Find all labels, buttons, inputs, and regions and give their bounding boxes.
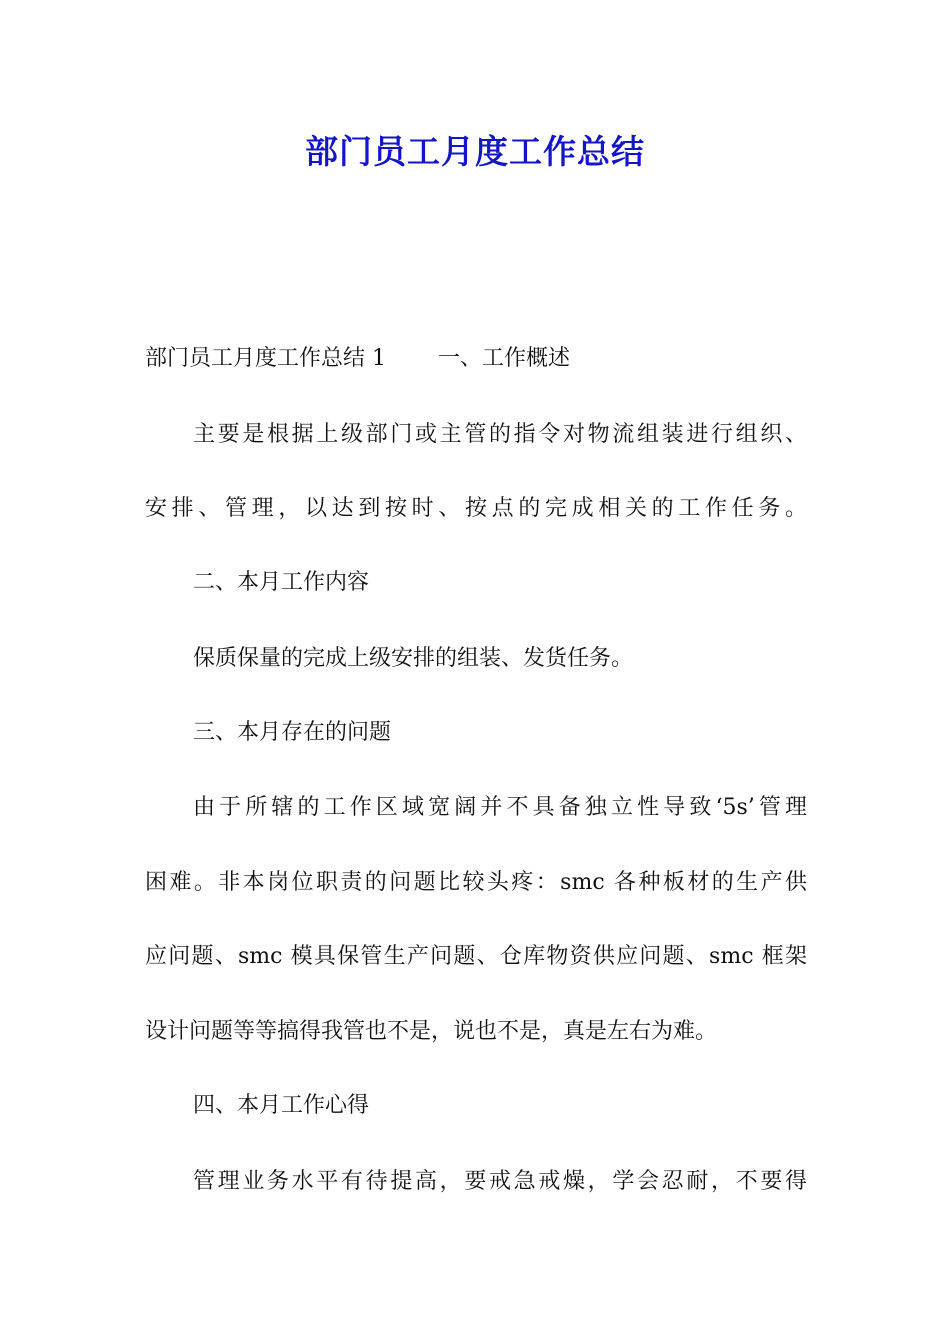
first-line xyxy=(145,343,570,375)
document-title: 部门员工月度工作总结 xyxy=(305,132,645,171)
paragraph-line: 主要是根据上级部门或主管的指令对物流组装进行组织、 xyxy=(193,422,807,447)
paragraph-line: 应问题、smc 模具保管生产问题、仓库物资供应问题、smc 框架 xyxy=(145,944,807,969)
paragraph-line: 安排、管理，以达到按时、按点的完成相关的工作任务。 xyxy=(145,496,807,521)
article-heading: 部门员工月度工作总结 1 xyxy=(145,346,386,371)
paragraph-line: 困难。非本岗位职责的问题比较头疼：smc 各种板材的生产供 xyxy=(145,870,807,895)
section-heading-3: 三、本月存在的问题 xyxy=(193,720,392,745)
section-heading-4: 四、本月工作心得 xyxy=(193,1093,370,1118)
paragraph-line: 设计问题等等搞得我管也不是，说也不是，真是左右为难。 xyxy=(145,1019,718,1044)
paragraph-line: 由于所辖的工作区域宽阔并不具备独立性导致‘5s’管理 xyxy=(193,795,807,820)
section-heading-1: 一、工作概述 xyxy=(438,346,571,371)
paragraph-line: 管理业务水平有待提高，要戒急戒燥，学会忍耐，不要得 xyxy=(193,1169,807,1194)
paragraph-line: 保质保量的完成上级安排的组装、发货任务。 xyxy=(193,646,634,671)
section-heading-2: 二、本月工作内容 xyxy=(193,570,370,595)
